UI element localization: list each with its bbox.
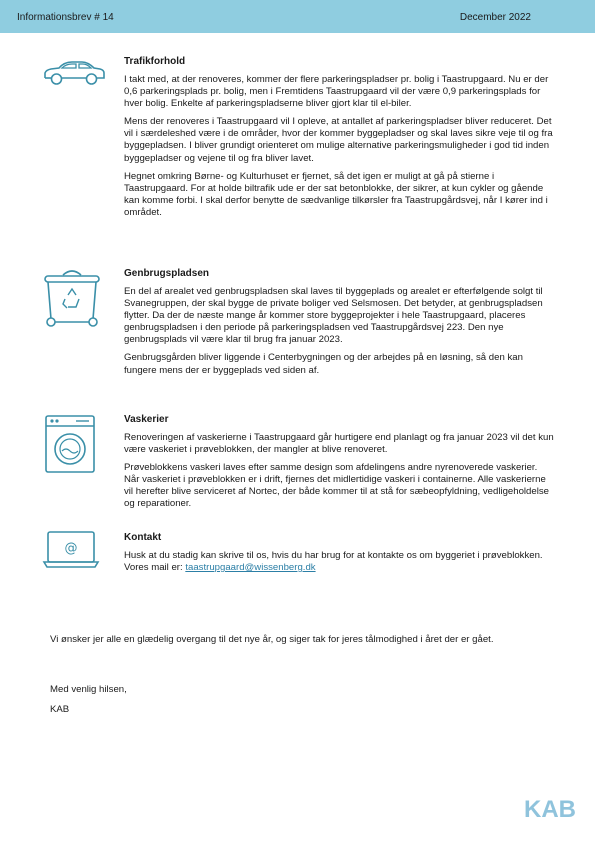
closing-message [50, 633, 550, 646]
newsletter-date: December 2022 [459, 12, 531, 23]
laptop-email-icon [42, 530, 100, 570]
sign-off [50, 683, 550, 716]
paragraph: Genbrugsgården bliver liggende i Centerbygningen og der arbejdes på en løsning, så den kan fungere mens der er byggeplads ved siden af. [124, 352, 523, 376]
section-heading: Genbrugspladsen [124, 268, 210, 279]
car-icon [42, 60, 106, 86]
paragraph: Prøveblokkens vaskeri laves efter samme design som afdelingens andre nyrenoverede vaskerier. Når vaskeriet i prøveblokken er i drift, fjernes det midlertidige vaskeri i containerne. Alle vaskerierne vil herefter blive serviceret af Nortec, der både kommer til at stå for sæbeopfyldning, vedligeholdelse og reparationer. [124, 462, 549, 510]
paragraph: Renoveringen af vaskerierne i Taastrupgaard går hurtigere end planlagt og fra januar 2023 vil det kun være vaskeriet i prøveblokken, der mangler at blive renoveret. [124, 432, 554, 456]
svg-text:@: @ [64, 541, 78, 556]
section-heading: Trafikforhold [124, 56, 186, 67]
signature: KAB [50, 704, 70, 715]
paragraph: En del af arealet ved genbrugspladsen skal laves til byggeplads og arealet er efterfølgende solgt til Svanegruppen, der skal bygge de private boliger ved Selsmosen. Det betyder, at genbrugspladsen flytter. Da der de næste mange år kommer store byggeprojekter i hele Taastrupgaard, placeres genbrugspladsen i den periode på parkeringspladsen ved Taastrupgårdsvej 223. Den nye genbrugsplads vil være klar til brug fra januar 2023. [124, 286, 543, 346]
section-laundry [124, 414, 554, 517]
kab-logo: KAB [524, 796, 576, 823]
newsletter-title: Informationsbrev # 14 [17, 12, 114, 23]
section-contact [124, 532, 554, 580]
section-heading: Kontakt [124, 532, 162, 543]
paragraph: Hegnet omkring Børne- og Kulturhuset er fjernet, så det igen er muligt at gå på stierne i Taastrupgaard. For at holde biltrafik ude er der sat betonblokke, der sikrer, at kun cykler og gående kan komme forbi. I skal derfor benytte de sædvanlige tilkørsler fra Taastrupgårdsvej, når I kører ind i området. [124, 170, 548, 218]
paragraph: Mens der renoveres i Taastrupgaard vil I opleve, at antallet af parkeringspladser bliver reduceret. Det vil i særdeleshed være i de områder, hvor der kommer byggepladser og skal laves sikre veje til og fra byggepladsen. I bliver grundigt orienteret om mulige alternative parkeringsmuligheder i god tid inden byggepladser og vejene til og fra bliver lavet. [124, 116, 553, 164]
washing-machine-icon [44, 414, 96, 474]
greeting: Med venlig hilsen, [50, 684, 127, 695]
section-recycling [124, 268, 554, 383]
paragraph: I takt med, at der renoveres, kommer der flere parkeringspladser pr. bolig i Taastrupgaard. Nu er der 0,6 parkeringsplads pr. bolig, men i Fremtidens Taastrupgaard vil der være 0,9 parkeringsplads for hver bolig. Enkelte af parkeringspladserne bliver gjort klar til el-biler. [124, 74, 549, 110]
contact-text [124, 550, 554, 574]
recycling-bin-icon [41, 267, 103, 331]
header-bar [0, 0, 595, 33]
section-traffic [124, 56, 554, 225]
section-heading: Vaskerier [124, 414, 169, 425]
contact-message: Husk at du stadig kan skrive til os, hvis du har brug for at kontakte os om byggeriet i prøveblokken. Vores mail er: [124, 550, 543, 574]
closing-text: Vi ønsker jer alle en glædelig overgang til det nye år, og siger tak for jeres tålmodighed i året der er gået. [50, 634, 494, 645]
email-link[interactable]: taastrupgaard@wissenberg.dk [185, 562, 316, 574]
